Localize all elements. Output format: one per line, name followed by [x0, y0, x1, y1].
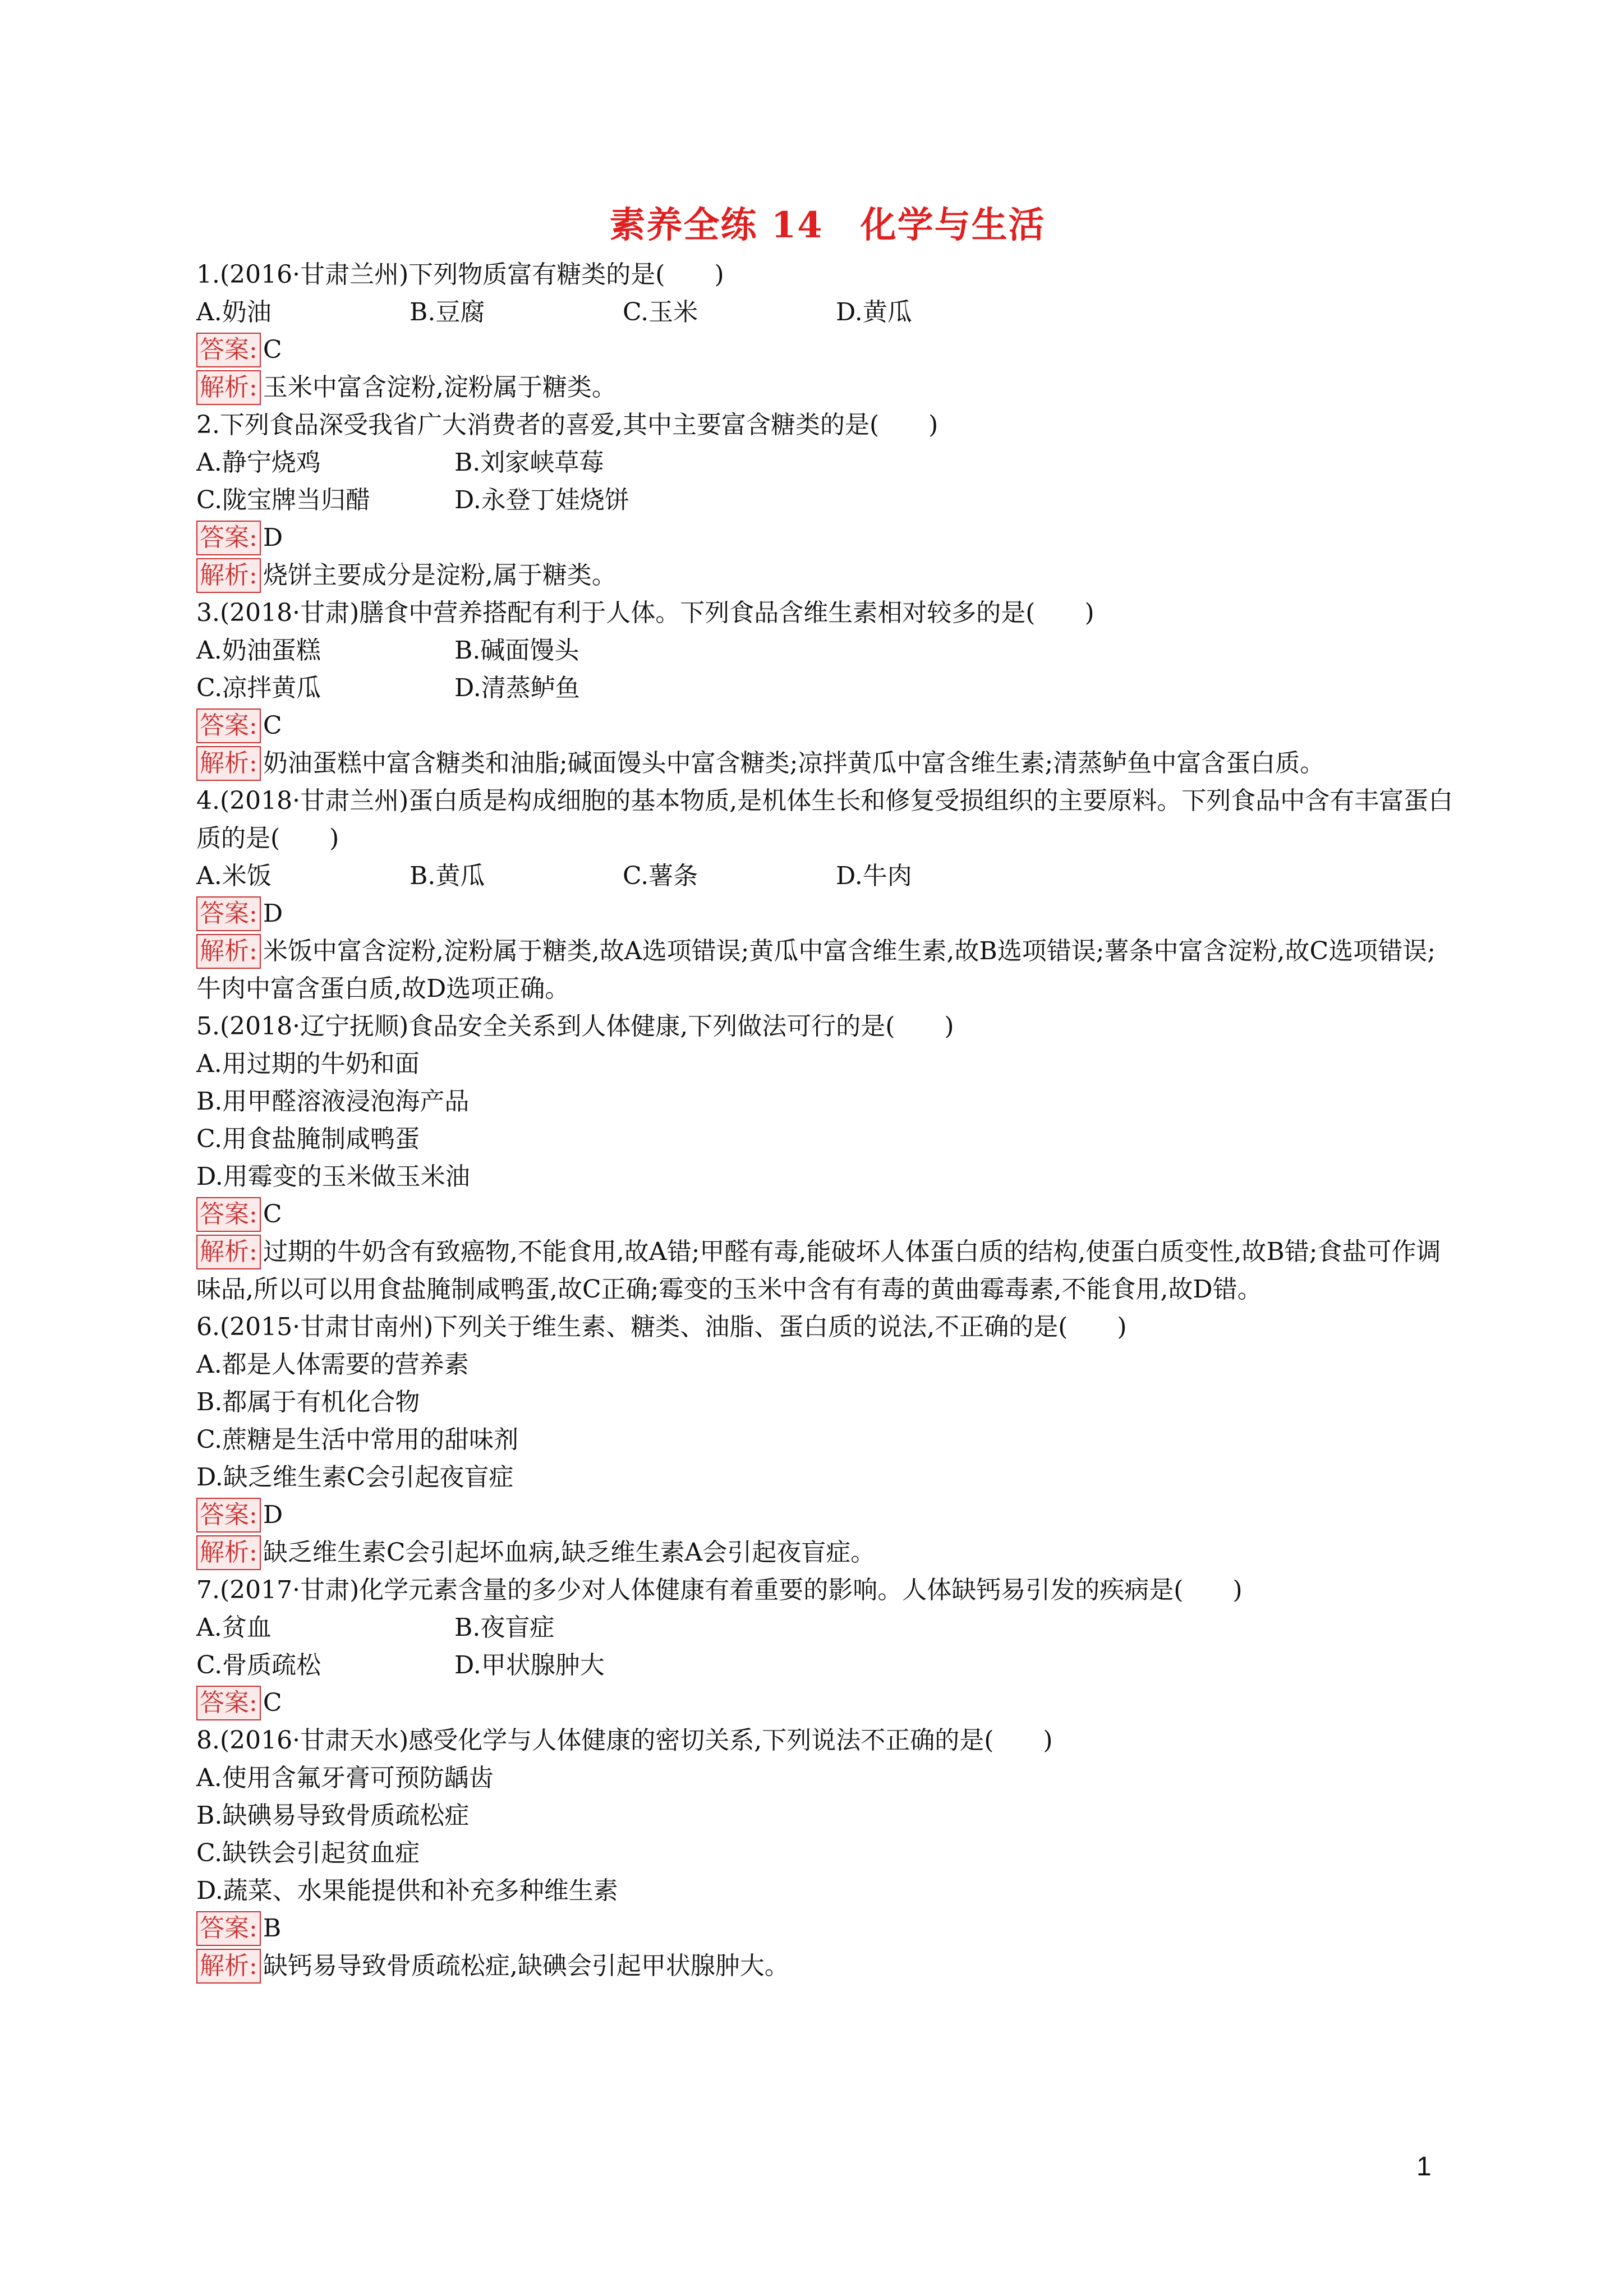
question-7: [196, 1571, 1459, 1722]
option-b: B.刘家峡草莓: [454, 448, 604, 477]
options-row: [196, 293, 1459, 331]
analysis-line: [196, 744, 1459, 782]
option-d: D.清蒸鲈鱼: [454, 674, 580, 702]
options-row: [196, 1646, 1459, 1684]
option-b: B.碱面馒头: [454, 636, 579, 665]
analysis-tag: 解析:: [196, 558, 261, 593]
question-3: [196, 594, 1459, 782]
answer-line: [196, 707, 1459, 744]
option-c: C.薯条: [623, 862, 698, 890]
analysis-tag: 解析:: [196, 1535, 261, 1570]
answer-value: C: [263, 1688, 282, 1717]
answer-tag: 答案:: [196, 521, 261, 555]
answer-value: C: [263, 1200, 282, 1228]
answer-value: D: [263, 899, 283, 928]
options-row: [196, 632, 1459, 669]
option-a: A.贫血: [196, 1613, 272, 1642]
answer-value: C: [263, 711, 282, 740]
option-c: C.蔗糖是生活中常用的甜味剂: [196, 1425, 519, 1454]
question-stem: 5.(2018·辽宁抚顺)食品安全关系到人体健康,下列做法可行的是( ): [196, 1012, 954, 1041]
question-stem: 7.(2017·甘肃)化学元素含量的多少对人体健康有着重要的影响。人体缺钙易引发的疾病是( ): [196, 1576, 1243, 1604]
analysis-text: 过期的牛奶含有致癌物,不能食用,故A错;甲醛有毒,能破坏人体蛋白质的结构,使蛋白质变性,故B错;食盐可作调味品,所以可以用食盐腌制咸鸭蛋,故C正确;霉变的玉米中含有有毒的黄曲霉毒素,不能食用,故D错。: [196, 1237, 1441, 1304]
answer-tag: 答案:: [196, 1686, 261, 1720]
options-row: [196, 444, 1459, 481]
answer-tag: 答案:: [196, 896, 261, 931]
question-stem: 4.(2018·甘肃兰州)蛋白质是构成细胞的基本物质,是机体生长和修复受损组织的主要原料。下列食品中含有丰富蛋白质的是( ): [196, 786, 1453, 853]
answer-line: [196, 1195, 1459, 1233]
question-5: [196, 1007, 1459, 1308]
answer-value: C: [263, 335, 282, 364]
question-2: [196, 406, 1459, 594]
analysis-line: [196, 1534, 1459, 1571]
options-row: [196, 481, 1459, 519]
option-c: C.用食盐腌制咸鸭蛋: [196, 1125, 420, 1153]
analysis-line: [196, 369, 1459, 406]
options-row: [196, 669, 1459, 707]
option-a: A.奶油蛋糕: [196, 636, 321, 665]
option-a: A.使用含氟牙膏可预防龋齿: [196, 1764, 494, 1792]
answer-line: [196, 331, 1459, 369]
answer-value: D: [263, 523, 283, 552]
option-c: C.缺铁会引起贫血症: [196, 1839, 420, 1867]
question-stem: 3.(2018·甘肃)膳食中营养搭配有利于人体。下列食品含维生素相对较多的是( ): [196, 599, 1094, 627]
answer-value: D: [263, 1501, 283, 1529]
answer-line: [196, 1910, 1459, 1947]
analysis-tag: 解析:: [196, 746, 261, 781]
analysis-text: 缺乏维生素C会引起坏血病,缺乏维生素A会引起夜盲症。: [263, 1538, 876, 1567]
option-d: D.牛肉: [836, 862, 912, 890]
option-a: A.静宁烧鸡: [196, 448, 321, 477]
analysis-line: [196, 932, 1459, 1007]
answer-tag: 答案:: [196, 1911, 261, 1946]
page-title: 素养全练 14 化学与生活: [609, 204, 1046, 246]
answer-tag: 答案:: [196, 1197, 261, 1232]
analysis-text: 玉米中富含淀粉,淀粉属于糖类。: [263, 373, 617, 402]
page-number: 1: [1416, 2152, 1432, 2182]
question-stem: 8.(2016·甘肃天水)感受化学与人体健康的密切关系,下列说法不正确的是( ): [196, 1726, 1053, 1755]
question-6: [196, 1308, 1459, 1571]
option-c: C.陇宝牌当归醋: [196, 486, 371, 514]
analysis-line: [196, 556, 1459, 594]
question-8: [196, 1722, 1459, 1985]
question-stem: 2.下列食品深受我省广大消费者的喜爱,其中主要富含糖类的是( ): [196, 411, 938, 439]
analysis-text: 米饭中富含淀粉,淀粉属于糖类,故A选项错误;黄瓜中富含维生素,故B选项错误;薯条中富含淀粉,故C选项错误;牛肉中富含蛋白质,故D选项正确。: [196, 937, 1436, 1003]
answer-tag: 答案:: [196, 1498, 261, 1533]
analysis-tag: 解析:: [196, 1949, 261, 1984]
option-a: A.用过期的牛奶和面: [196, 1050, 420, 1078]
answer-line: [196, 519, 1459, 556]
analysis-text: 奶油蛋糕中富含糖类和油脂;碱面馒头中富含糖类;凉拌黄瓜中富含维生素;清蒸鲈鱼中富含蛋白质。: [263, 749, 1325, 777]
option-b: B.缺碘易导致骨质疏松症: [196, 1801, 470, 1830]
option-b: B.黄瓜: [410, 862, 485, 890]
option-c: C.凉拌黄瓜: [196, 674, 321, 702]
option-d: D.缺乏维生素C会引起夜盲症: [196, 1463, 514, 1492]
answer-value: B: [263, 1914, 282, 1943]
option-a: A.米饭: [196, 862, 272, 890]
answer-line: [196, 1496, 1459, 1534]
analysis-text: 缺钙易导致骨质疏松症,缺碘会引起甲状腺肿大。: [263, 1952, 789, 1980]
option-a: A.都是人体需要的营养素: [196, 1350, 469, 1379]
option-c: C.玉米: [623, 298, 698, 326]
option-d: D.用霉变的玉米做玉米油: [196, 1162, 470, 1191]
worksheet-page: [196, 196, 1459, 1985]
option-d: D.甲状腺肿大: [454, 1651, 605, 1680]
question-stem: 6.(2015·甘肃甘南州)下列关于维生素、糖类、油脂、蛋白质的说法,不正确的是( ): [196, 1313, 1127, 1341]
option-d: D.黄瓜: [836, 298, 912, 326]
question-4: [196, 782, 1459, 1007]
answer-line: [196, 1684, 1459, 1722]
question-stem: 1.(2016·甘肃兰州)下列物质富有糖类的是( ): [196, 260, 724, 289]
analysis-text: 烧饼主要成分是淀粉,属于糖类。: [263, 561, 617, 590]
option-c: C.骨质疏松: [196, 1651, 321, 1680]
option-d: D.永登丁娃烧饼: [454, 486, 629, 514]
option-a: A.奶油: [196, 298, 272, 326]
analysis-tag: 解析:: [196, 934, 261, 969]
options-row: [196, 1609, 1459, 1646]
option-b: B.用甲醛溶液浸泡海产品: [196, 1087, 470, 1116]
option-b: B.都属于有机化合物: [196, 1388, 420, 1416]
options-row: [196, 857, 1459, 895]
answer-tag: 答案:: [196, 708, 261, 743]
analysis-tag: 解析:: [196, 370, 261, 405]
analysis-tag: 解析:: [196, 1235, 261, 1269]
analysis-line: [196, 1947, 1459, 1985]
question-1: [196, 256, 1459, 406]
answer-tag: 答案:: [196, 333, 261, 367]
option-b: B.夜盲症: [454, 1613, 555, 1642]
analysis-line: [196, 1233, 1459, 1308]
option-b: B.豆腐: [410, 298, 485, 326]
option-d: D.蔬菜、水果能提供和补充多种维生素: [196, 1876, 618, 1905]
answer-line: [196, 895, 1459, 932]
